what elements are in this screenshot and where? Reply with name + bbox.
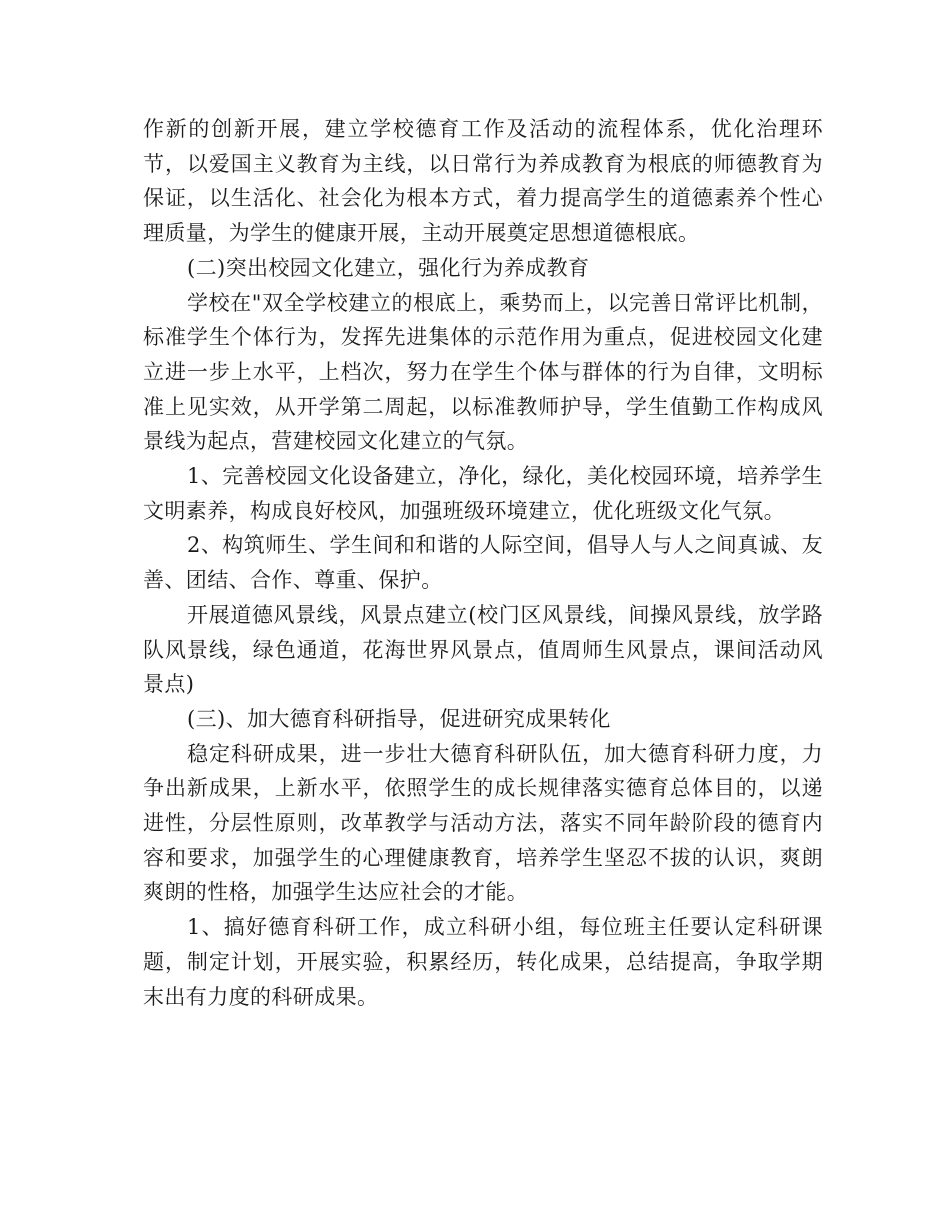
paragraph: 开展道德风景线，风景点建立(校门区风景线，间操风景线，放学路队风景线，绿色通道，花海世界风景点，值周师生风景点，课间活动风景点) <box>143 602 823 697</box>
document-body <box>143 112 823 1014</box>
list-item: 1、完善校园文化设备建立，净化，绿化，美化校园环境，培养学生文明素养，构成良好校风，加强班级环境建立，优化班级文化气氛。 <box>143 464 823 523</box>
list-item: 1、搞好德育科研工作，成立科研小组，每位班主任要认定科研课题，制定计划，开展实验，积累经历，转化成果，总结提高，争取学期末出有力度的科研成果。 <box>143 915 823 1009</box>
paragraph: 学校在"双全学校建立的根底上，乘势而上，以完善日常评比机制，标准学生个体行为，发挥先进集体的示范作用为重点，促进校园文化建立进一步上水平，上档次，努力在学生个体与群体的行为自律，文明标准上见实效，从开学第二周起，以标准教师护导，学生值勤工作构成风景线为起点，营建校园文化建立的气氛。 <box>143 290 823 454</box>
paragraph: 稳定科研成果，进一步壮大德育科研队伍，加大德育科研力度，力争出新成果，上新水平，依照学生的成长规律落实德育总体目的，以递进性，分层性原则，改革教学与活动方法，落实不同年龄阶段的德育内容和要求，加强学生的心理健康教育，培养学生坚忍不拔的认识，爽朗爽朗的性格，加强学生达应社会的才能。 <box>143 741 823 905</box>
list-item: 2、构筑师生、学生间和和谐的人际空间，倡导人与人之间真诚、友善、团结、合作、尊重、保护。 <box>143 533 823 593</box>
section-heading: (三)、加大德育科研指导，促进研究成果转化 <box>187 706 611 731</box>
section-heading: (二)突出校园文化建立，强化行为养成教育 <box>187 255 590 280</box>
paragraph: 作新的创新开展，建立学校德育工作及活动的流程体系，优化治理环节，以爱国主义教育为主线，以日常行为养成教育为根底的师德教育为保证，以生活化、社会化为根本方式，着力提高学生的道德素养个性心理质量，为学生的健康开展，主动开展奠定思想道德根底。 <box>143 117 823 246</box>
